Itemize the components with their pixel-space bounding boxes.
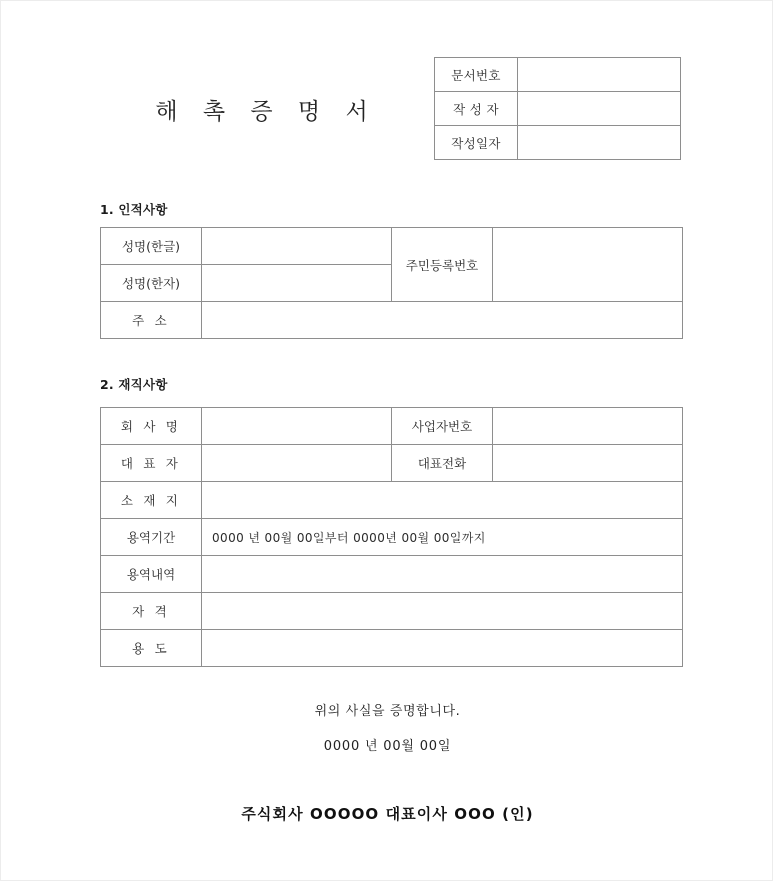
- label-name-hangul: 성명(한글): [101, 228, 202, 265]
- table-row: [101, 519, 683, 556]
- table-row: [101, 556, 683, 593]
- table-row: [101, 302, 683, 339]
- field-resident-number[interactable]: [493, 228, 683, 302]
- label-purpose: 용 도: [101, 630, 202, 667]
- label-service-period: 용역기간: [101, 519, 202, 556]
- label-location: 소 재 지: [101, 482, 202, 519]
- table-row: [101, 630, 683, 667]
- label-company-name: 회 사 명: [101, 408, 202, 445]
- header-meta-table: [434, 57, 681, 160]
- field-company-name[interactable]: [202, 408, 392, 445]
- employment-info-table: [100, 407, 683, 667]
- header-field-date-written[interactable]: [518, 126, 681, 160]
- table-row: [101, 228, 683, 265]
- personal-info-table: [100, 227, 683, 339]
- header-label-author: 작 성 자: [435, 92, 518, 126]
- field-address[interactable]: [202, 302, 683, 339]
- table-row: [435, 58, 681, 92]
- field-representative[interactable]: [202, 445, 392, 482]
- field-service-detail[interactable]: [202, 556, 683, 593]
- section-heading-personal-info: 1. 인적사항: [100, 202, 168, 217]
- field-location[interactable]: [202, 482, 683, 519]
- table-row: [101, 482, 683, 519]
- field-main-phone[interactable]: [493, 445, 683, 482]
- header-label-document-number: 문서번호: [435, 58, 518, 92]
- label-business-number: 사업자번호: [392, 408, 493, 445]
- table-row: [101, 593, 683, 630]
- field-name-hanja[interactable]: [202, 265, 392, 302]
- label-qualification: 자 격: [101, 593, 202, 630]
- table-row: [101, 408, 683, 445]
- table-row: [435, 92, 681, 126]
- label-address: 주 소: [101, 302, 202, 339]
- issue-date: 0000 년 00월 00일: [323, 739, 452, 754]
- label-name-hanja: 성명(한자): [101, 265, 202, 302]
- label-resident-number: 주민등록번호: [392, 228, 493, 302]
- field-name-hangul[interactable]: [202, 228, 392, 265]
- table-row: [435, 126, 681, 160]
- field-business-number[interactable]: [493, 408, 683, 445]
- field-qualification[interactable]: [202, 593, 683, 630]
- field-service-period[interactable]: 0000 년 00월 00일부터 0000년 00월 00일까지: [202, 519, 683, 556]
- label-main-phone: 대표전화: [392, 445, 493, 482]
- table-row: [101, 445, 683, 482]
- header-field-document-number[interactable]: [518, 58, 681, 92]
- signature-block: 주식회사 OOOOO 대표이사 OOO (인): [241, 805, 534, 823]
- header-field-author[interactable]: [518, 92, 681, 126]
- label-representative: 대 표 자: [101, 445, 202, 482]
- label-service-detail: 용역내역: [101, 556, 202, 593]
- header-label-date-written: 작성일자: [435, 126, 518, 160]
- section-heading-employment-info: 2. 재직사항: [100, 377, 168, 392]
- certification-statement: 위의 사실을 증명합니다.: [314, 704, 461, 719]
- document-title: 해 촉 증 명 서: [155, 99, 377, 125]
- field-purpose[interactable]: [202, 630, 683, 667]
